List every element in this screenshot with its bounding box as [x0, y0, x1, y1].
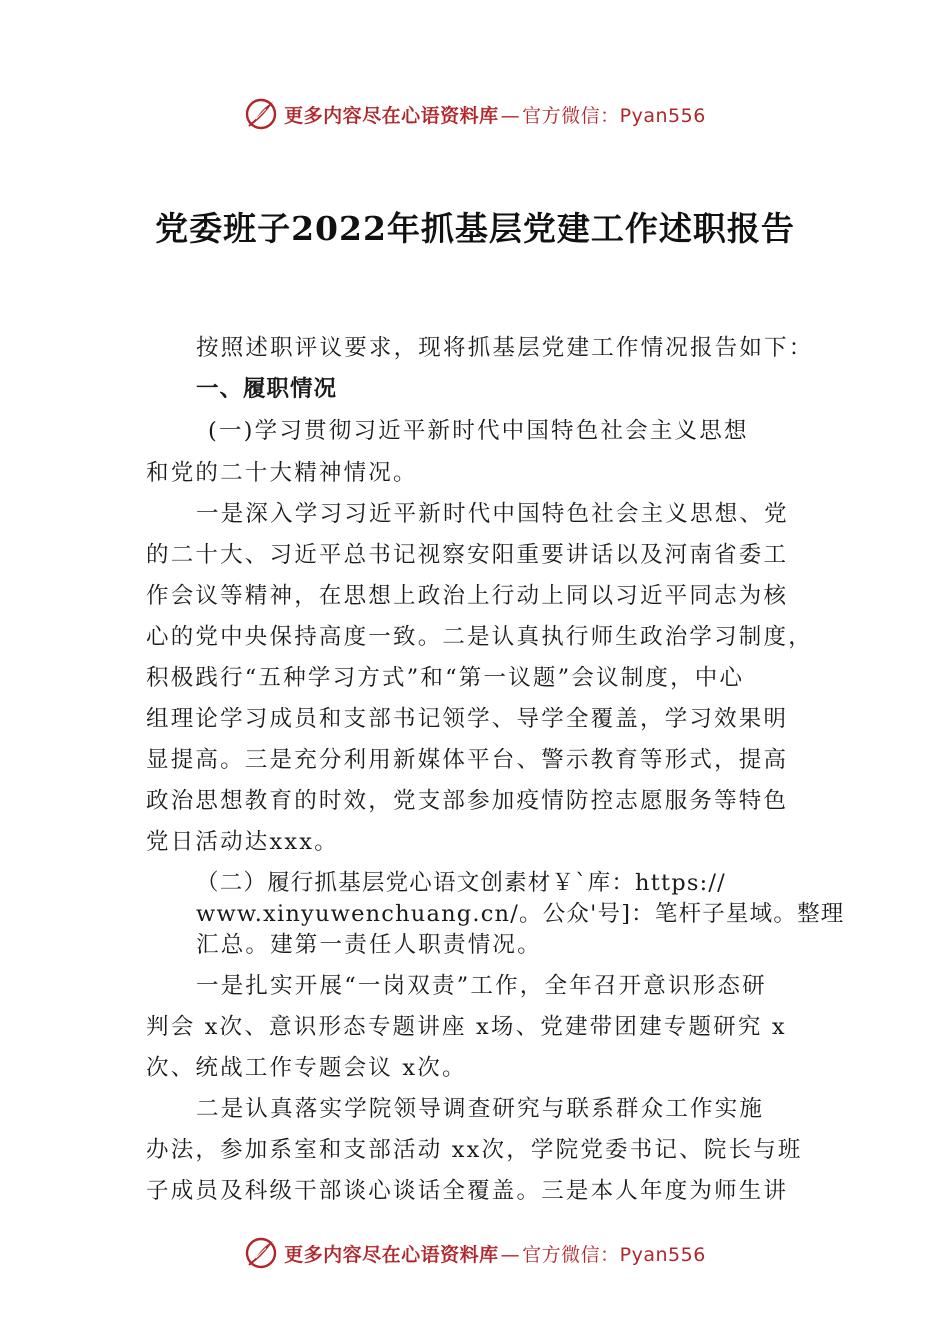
banner-wechat: 官方微信：Pyan556	[522, 1243, 706, 1266]
paragraph-line: 二是认真落实学院领导调查研究与联系群众工作实施	[196, 1096, 765, 1122]
feather-logo-icon	[244, 97, 278, 131]
header-banner	[0, 94, 950, 134]
banner-separator: —	[500, 1243, 521, 1266]
banner-main-text: 更多内容尽在心语资料库	[284, 104, 499, 127]
section-heading: 一、履职情况	[196, 376, 338, 402]
paragraph-line: 子成员及科级干部谈心谈话全覆盖。三是本人年度为师生讲	[146, 1178, 789, 1204]
paragraph-line: 和党的二十大精神情况。	[146, 460, 418, 486]
paragraph-line: www.xinyuwenchuang.cn/。公众'号]：笔杆子星域。整理	[196, 901, 845, 927]
footer-banner	[0, 1233, 950, 1273]
paragraph-line: 政治思想教育的时效，党支部参加疫情防控志愿服务等特色	[146, 788, 789, 814]
paragraph-line: 一是深入学习习近平新时代中国特色社会主义思想、党	[196, 501, 789, 527]
paragraph-line: 次、统战工作专题会议 x次。	[146, 1055, 467, 1081]
banner-text	[284, 1240, 706, 1267]
paragraph-line: 判会 x次、意识形态专题讲座 x场、党建带团建专题研究 x	[146, 1014, 787, 1040]
paragraph-line: 一是扎实开展“一岗双责”工作，全年召开意识形态研	[196, 973, 767, 999]
paragraph-line: 按照述职评议要求，现将抓基层党建工作情况报告如下：	[196, 335, 814, 361]
paragraph-line: 办法，参加系室和支部活动 xx次，学院党委书记、院长与班	[146, 1137, 803, 1163]
paragraph-line: 显提高。三是充分利用新媒体平台、警示教育等形式，提高	[146, 747, 789, 773]
paragraph-line: 心的党中央保持高度一致。二是认真执行师生政治学习制度，	[146, 624, 813, 650]
paragraph-line: 作会议等精神，在思想上政治上行动上同以习近平同志为核	[146, 583, 789, 609]
banner-wechat: 官方微信：Pyan556	[522, 104, 706, 127]
document-title: 党委班子2022年抓基层党建工作述职报告	[155, 209, 795, 248]
paragraph-line: 的二十大、习近平总书记视察安阳重要讲话以及河南省委工	[146, 542, 789, 568]
feather-logo-icon	[244, 1236, 278, 1270]
paragraph-line: 组理论学习成员和支部书记领学、导学全覆盖，学习效果明	[146, 706, 789, 732]
banner-main-text: 更多内容尽在心语资料库	[284, 1243, 499, 1266]
banner-separator: —	[500, 104, 521, 127]
subsection-heading: (一)学习贯彻习近平新时代中国特色社会主义思想	[208, 418, 749, 444]
paragraph-line: 积极践行“五种学习方式”和“第一议题”会议制度，中心	[146, 665, 745, 691]
subsection-heading: （二）履行抓基层党心语文创素材￥`库：https://	[196, 870, 726, 896]
paragraph-line: 汇总。建第一责任人职责情况。	[196, 932, 542, 958]
paragraph-line: 党日活动达xxx。	[146, 829, 339, 855]
banner-text	[284, 101, 706, 128]
